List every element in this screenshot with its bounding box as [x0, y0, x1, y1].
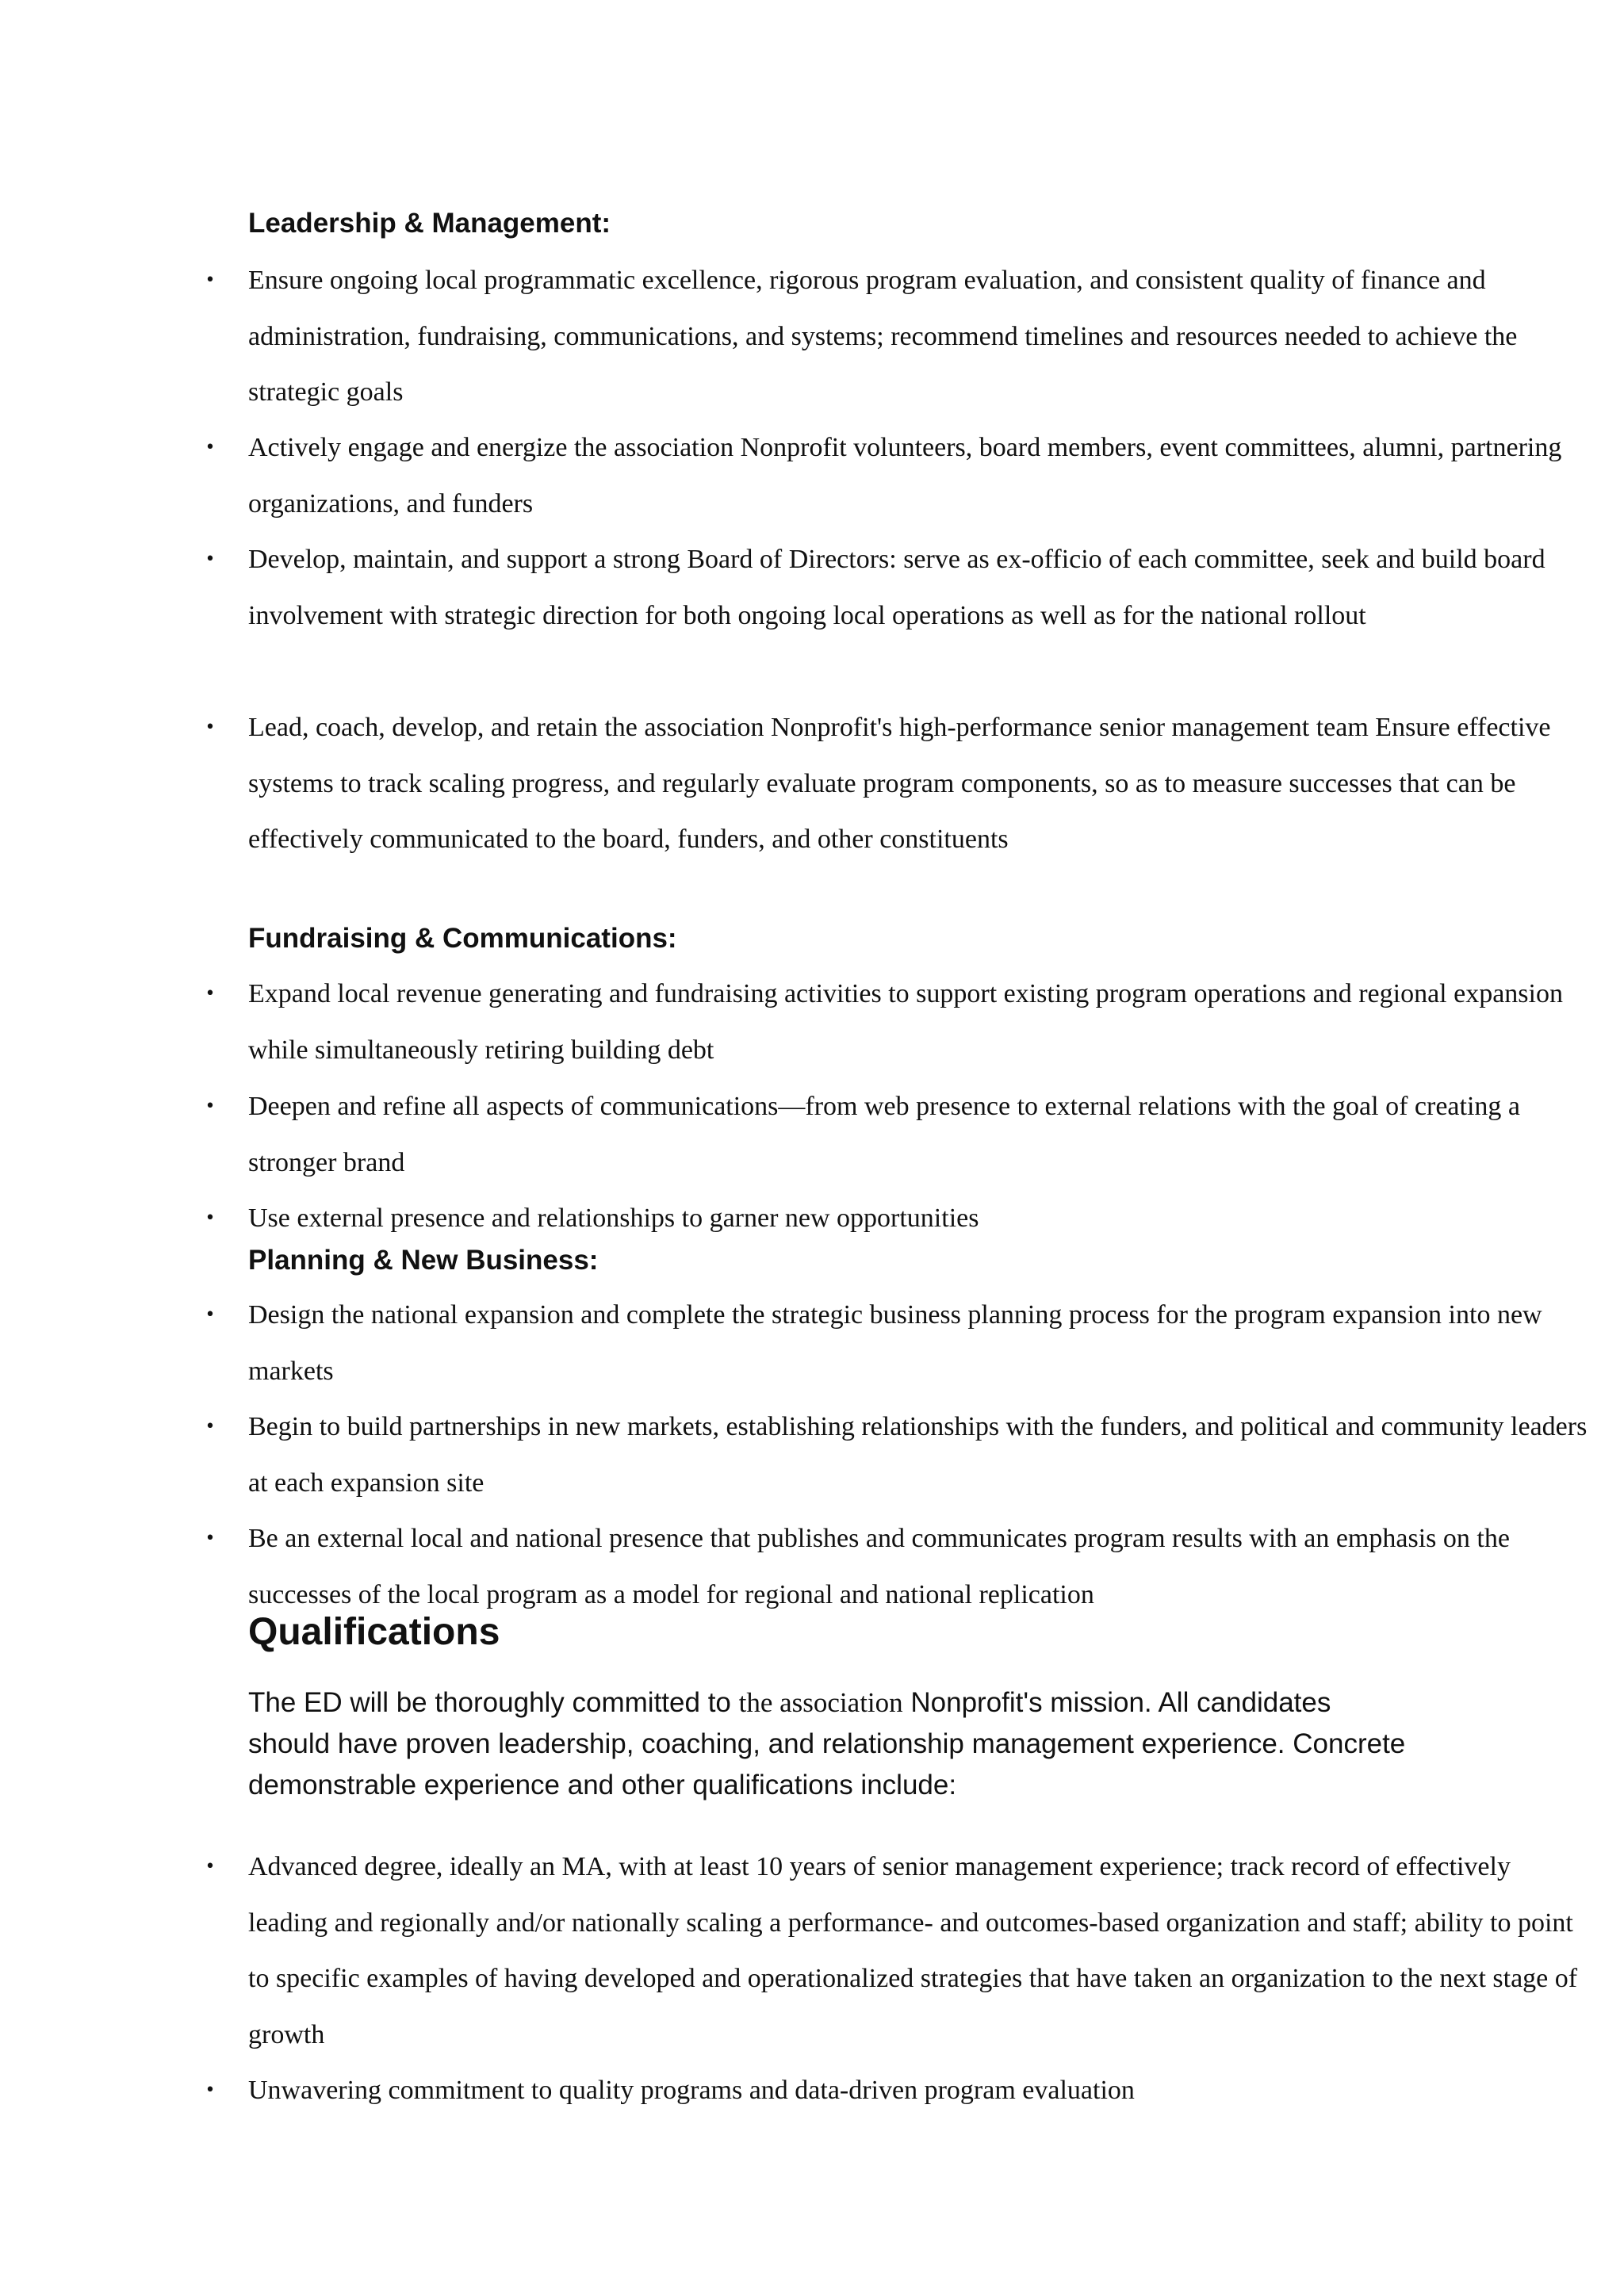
list-item-text: Actively engage and energize the association Nonprofit volunteers, board members, event committees, alumni, partnering organizations, and funders: [248, 433, 1562, 519]
heading-planning-new-business: Planning & New Business:: [248, 1245, 599, 1276]
bullet-icon: •: [205, 1305, 216, 1325]
bullet-icon: •: [205, 1857, 216, 1877]
bullet-icon: •: [205, 984, 216, 1004]
list-item-text: Develop, maintain, and support a strong Board of Directors: serve as ex-officio of each committee, seek and build board involvement with strategic direction for both ongoing local operations as well as for the national rollout: [248, 545, 1545, 630]
list-item-text: Advanced degree, ideally an MA, with at least 10 years of senior management experience; track record of effectively leading and regionally and/or nationally scaling a performance- and outcomes-based organization and staff; ability to point to specific examples of having developed and operationalized strategies that have taken an organization to the next stage of growth: [248, 1852, 1578, 2049]
bullet-icon: •: [205, 1208, 216, 1228]
qualifications-intro: [248, 1682, 1414, 1806]
bullet-icon: •: [205, 549, 216, 569]
list-item-text: Begin to build partnerships in new markets, establishing relationships with the funders, and political and community leaders at each expansion site: [248, 1412, 1588, 1498]
bullet-icon: •: [205, 1417, 216, 1437]
list-item-text: Expand local revenue generating and fundraising activities to support existing program operations and regional expansion while simultaneously retiring building debt: [248, 979, 1563, 1065]
list-item-text: Ensure ongoing local programmatic excellence, rigorous program evaluation, and consistent quality of finance and administration, fundraising, communications, and systems; recommend timelines and resources needed to achieve the strategic goals: [248, 266, 1518, 407]
bullet-icon: •: [205, 718, 216, 737]
bullet-icon: •: [205, 1096, 216, 1116]
heading-leadership-management: Leadership & Management:: [248, 208, 611, 239]
bullet-icon: •: [205, 270, 216, 290]
list-item-text: Design the national expansion and complete the strategic business planning process for the program expansion into new markets: [248, 1300, 1542, 1386]
list-item-text: Deepen and refine all aspects of communications—from web presence to external relations with the goal of creating a stronger brand: [248, 1092, 1520, 1177]
heading-qualifications: Qualifications: [248, 1611, 500, 1653]
heading-fundraising-communications: Fundraising & Communications:: [248, 923, 677, 954]
bullet-icon: •: [205, 2080, 216, 2100]
bullet-icon: •: [205, 438, 216, 457]
intro-text-part3: Nonprofit's mission. All candidates should have proven leadership, coaching, and relationship management experience. Concrete demonstrable experience and other qualifications include:: [248, 1687, 1406, 1800]
bullet-icon: •: [205, 1529, 216, 1548]
list-item-text: Unwavering commitment to quality programs and data-driven program evaluation: [248, 2076, 1135, 2105]
list-item-text: Lead, coach, develop, and retain the association Nonprofit's high-performance senior management team Ensure effective systems to track scaling progress, and regularly evaluate program components, so as to measure successes that can be effectively communicated to the board, funders, and other constituents: [248, 713, 1551, 854]
list-item-text: Be an external local and national presence that publishes and communicates program results with an emphasis on the successes of the local program as a model for regional and national replication: [248, 1524, 1510, 1609]
list-item-text: Use external presence and relationships to garner new opportunities: [248, 1203, 979, 1233]
intro-text-part1: The ED will be thoroughly committed to: [248, 1687, 739, 1718]
intro-text-part2: the association: [738, 1687, 903, 1718]
